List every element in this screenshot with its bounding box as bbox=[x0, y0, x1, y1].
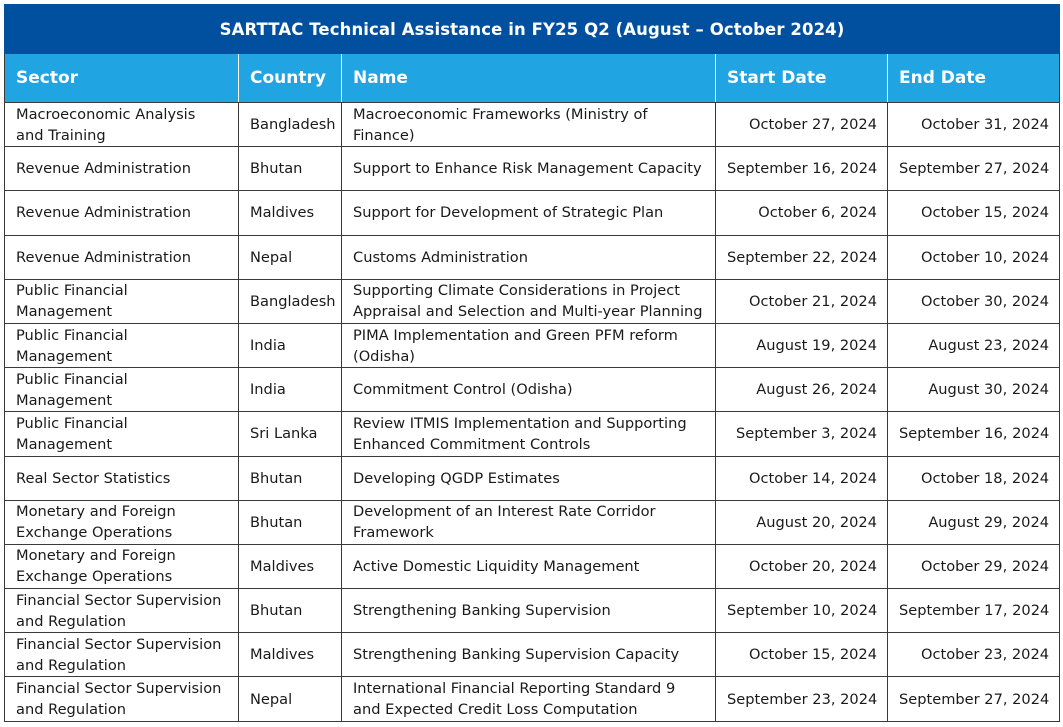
sector-cell: Public Financial Management bbox=[5, 368, 239, 412]
sector-cell: Monetary and Foreign Exchange Operations bbox=[5, 500, 239, 544]
country-cell: Bhutan bbox=[239, 147, 342, 191]
end-date-cell: September 16, 2024 bbox=[888, 412, 1060, 456]
table-row bbox=[5, 235, 1060, 279]
name-cell: Development of an Interest Rate Corridor Framework bbox=[342, 500, 716, 544]
start-date-cell: October 21, 2024 bbox=[716, 279, 888, 323]
column-header-name: Name bbox=[342, 54, 716, 103]
table-row bbox=[5, 677, 1060, 721]
end-date-cell: October 30, 2024 bbox=[888, 279, 1060, 323]
country-cell: India bbox=[239, 323, 342, 367]
country-cell: Nepal bbox=[239, 235, 342, 279]
start-date-cell: October 14, 2024 bbox=[716, 456, 888, 500]
sector-cell: Public Financial Management bbox=[5, 412, 239, 456]
sector-cell: Financial Sector Supervision and Regulation bbox=[5, 633, 239, 677]
table-row bbox=[5, 500, 1060, 544]
start-date-cell: October 27, 2024 bbox=[716, 103, 888, 147]
column-header-end-date: End Date bbox=[888, 54, 1060, 103]
name-cell: Customs Administration bbox=[342, 235, 716, 279]
table-row bbox=[5, 544, 1060, 588]
country-cell: Bangladesh bbox=[239, 279, 342, 323]
sector-cell: Financial Sector Supervision and Regulation bbox=[5, 677, 239, 721]
country-cell: Bhutan bbox=[239, 589, 342, 633]
start-date-cell: September 23, 2024 bbox=[716, 677, 888, 721]
technical-assistance-table bbox=[4, 4, 1060, 722]
sector-cell: Financial Sector Supervision and Regulation bbox=[5, 589, 239, 633]
end-date-cell: August 30, 2024 bbox=[888, 368, 1060, 412]
table-row bbox=[5, 633, 1060, 677]
name-cell: Macroeconomic Frameworks (Ministry of Finance) bbox=[342, 103, 716, 147]
sector-cell: Monetary and Foreign Exchange Operations bbox=[5, 544, 239, 588]
table-row bbox=[5, 412, 1060, 456]
table-row bbox=[5, 456, 1060, 500]
end-date-cell: August 23, 2024 bbox=[888, 323, 1060, 367]
table-row bbox=[5, 191, 1060, 235]
table-row bbox=[5, 323, 1060, 367]
sector-cell: Real Sector Statistics bbox=[5, 456, 239, 500]
name-cell: Support to Enhance Risk Management Capacity bbox=[342, 147, 716, 191]
end-date-cell: October 23, 2024 bbox=[888, 633, 1060, 677]
sector-cell: Macroeconomic Analysis and Training bbox=[5, 103, 239, 147]
sector-cell: Revenue Administration bbox=[5, 191, 239, 235]
table-row bbox=[5, 147, 1060, 191]
end-date-cell: October 10, 2024 bbox=[888, 235, 1060, 279]
column-header-country: Country bbox=[239, 54, 342, 103]
table-row bbox=[5, 279, 1060, 323]
country-cell: Sri Lanka bbox=[239, 412, 342, 456]
name-cell: Strengthening Banking Supervision Capacity bbox=[342, 633, 716, 677]
end-date-cell: August 29, 2024 bbox=[888, 500, 1060, 544]
country-cell: Bangladesh bbox=[239, 103, 342, 147]
start-date-cell: September 16, 2024 bbox=[716, 147, 888, 191]
name-cell: International Financial Reporting Standard 9 and Expected Credit Loss Computation bbox=[342, 677, 716, 721]
country-cell: Maldives bbox=[239, 544, 342, 588]
country-cell: Maldives bbox=[239, 191, 342, 235]
start-date-cell: October 20, 2024 bbox=[716, 544, 888, 588]
table-title: SARTTAC Technical Assistance in FY25 Q2 (August – October 2024) bbox=[5, 5, 1060, 54]
start-date-cell: August 26, 2024 bbox=[716, 368, 888, 412]
name-cell: PIMA Implementation and Green PFM reform (Odisha) bbox=[342, 323, 716, 367]
start-date-cell: August 20, 2024 bbox=[716, 500, 888, 544]
start-date-cell: October 15, 2024 bbox=[716, 633, 888, 677]
name-cell: Active Domestic Liquidity Management bbox=[342, 544, 716, 588]
country-cell: Maldives bbox=[239, 633, 342, 677]
start-date-cell: September 10, 2024 bbox=[716, 589, 888, 633]
country-cell: India bbox=[239, 368, 342, 412]
country-cell: Bhutan bbox=[239, 456, 342, 500]
end-date-cell: September 27, 2024 bbox=[888, 677, 1060, 721]
start-date-cell: August 19, 2024 bbox=[716, 323, 888, 367]
country-cell: Nepal bbox=[239, 677, 342, 721]
start-date-cell: September 3, 2024 bbox=[716, 412, 888, 456]
table-row bbox=[5, 103, 1060, 147]
end-date-cell: October 18, 2024 bbox=[888, 456, 1060, 500]
country-cell: Bhutan bbox=[239, 500, 342, 544]
table-title-row bbox=[5, 5, 1060, 54]
column-header-row bbox=[5, 54, 1060, 103]
start-date-cell: October 6, 2024 bbox=[716, 191, 888, 235]
end-date-cell: September 17, 2024 bbox=[888, 589, 1060, 633]
sector-cell: Public Financial Management bbox=[5, 279, 239, 323]
column-header-sector: Sector bbox=[5, 54, 239, 103]
name-cell: Review ITMIS Implementation and Supporting Enhanced Commitment Controls bbox=[342, 412, 716, 456]
name-cell: Support for Development of Strategic Plan bbox=[342, 191, 716, 235]
sector-cell: Revenue Administration bbox=[5, 235, 239, 279]
sector-cell: Public Financial Management bbox=[5, 323, 239, 367]
name-cell: Supporting Climate Considerations in Project Appraisal and Selection and Multi-year Planning bbox=[342, 279, 716, 323]
end-date-cell: September 27, 2024 bbox=[888, 147, 1060, 191]
name-cell: Commitment Control (Odisha) bbox=[342, 368, 716, 412]
name-cell: Developing QGDP Estimates bbox=[342, 456, 716, 500]
table-row bbox=[5, 589, 1060, 633]
table-body bbox=[5, 103, 1060, 722]
sector-cell: Revenue Administration bbox=[5, 147, 239, 191]
table-row bbox=[5, 368, 1060, 412]
end-date-cell: October 15, 2024 bbox=[888, 191, 1060, 235]
end-date-cell: October 29, 2024 bbox=[888, 544, 1060, 588]
end-date-cell: October 31, 2024 bbox=[888, 103, 1060, 147]
name-cell: Strengthening Banking Supervision bbox=[342, 589, 716, 633]
start-date-cell: September 22, 2024 bbox=[716, 235, 888, 279]
column-header-start-date: Start Date bbox=[716, 54, 888, 103]
